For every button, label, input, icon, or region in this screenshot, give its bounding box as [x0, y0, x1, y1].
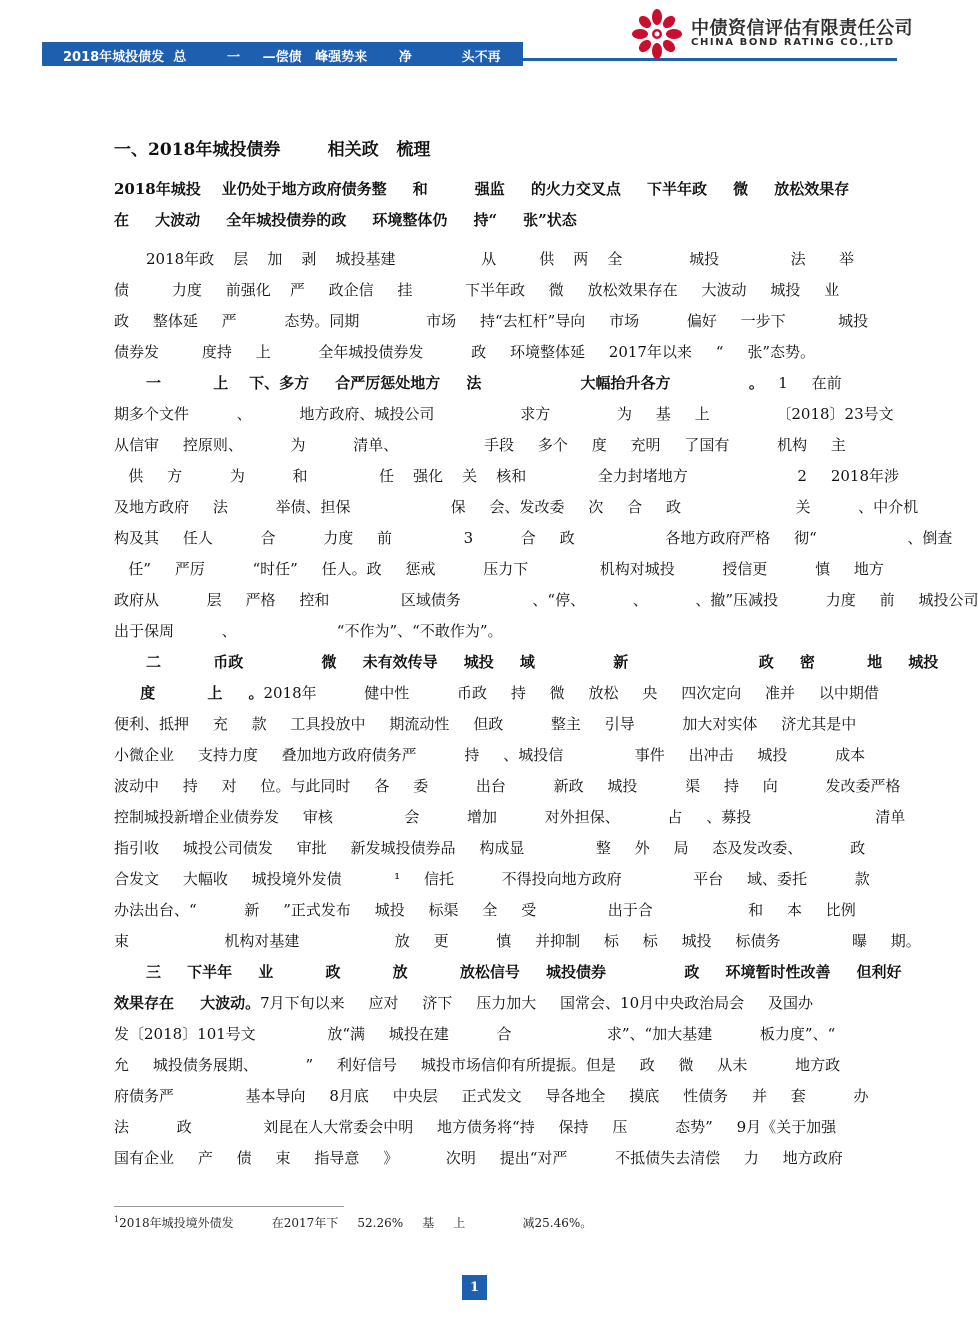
header-rule	[523, 58, 897, 61]
point-lead: 二 币政 微 未有效传导 城投 域 新 政 密 地 城投	[146, 653, 939, 671]
section-title: 一、2018年城投债券 相关政 梳理	[114, 140, 431, 160]
paragraph-text: 1 在前	[763, 374, 842, 392]
paragraph-line: 政 整体延 严 态势。同期 市场 持“去杠杆”导向 市场 偏好 一步下 城投	[114, 312, 869, 330]
paragraph-line: 小微企业 支持力度 叠加地方政府债务严 持 、城投信 事件 出冲击 城投 成本	[114, 746, 866, 764]
company-name-cn: 中债资信评估有限责任公司	[691, 18, 913, 39]
document-body	[114, 135, 978, 1174]
paragraph-line: 发〔2018〕101号文 放“满 城投在建 合 求”、“加大基建 板力度”、“	[114, 1025, 836, 1043]
company-name-en: CHINA BOND RATING CO.,LTD	[691, 37, 895, 48]
paragraph-line	[114, 678, 879, 709]
paragraph-line: 合发文 大幅收 城投境外发债 ¹ 信托 不得投向地方政府 平台 域、委托 款	[114, 870, 870, 888]
summary-line: 在 大波动 全年城投债券的政 环境整体仍 持“ 张”状态	[114, 211, 577, 229]
point-lead: 三 下半年 业 政 放 放松信号 城投债券 政 环境暂时性改善 但利好	[146, 963, 902, 981]
footnote-divider	[114, 1206, 344, 1207]
paragraph-line: 政府从 层 严格 控和 区域债务 、“停、 、 、撤”压减投 力度 前 城投公司	[114, 591, 978, 609]
footnote-marker: 1	[114, 1215, 120, 1224]
paragraph-line: 2018年政 层 加 剥 城投基建 从 供 两 全 城投 法 举	[146, 250, 854, 268]
section-summary	[114, 174, 850, 236]
paragraph-line: 任” 严厉 “时任” 任人。政 惩戒 压力下 机构对城投 授信更 慎 地方	[114, 560, 884, 578]
paragraph-line: 指引收 城投公司债发 审批 新发城投债券品 构成显 整 外 局 态及发改委、 政	[114, 839, 866, 857]
paragraph-point-2	[114, 647, 939, 957]
paragraph-line: 控制城投新增企业债券发 审核 会 增加 对外担保、 占 、募投 清单	[114, 808, 906, 826]
paragraph-line: 出于保周 、 “不作为”、“不敢作为”。	[114, 622, 503, 640]
paragraph-point-3	[114, 957, 902, 1174]
header-title: 2018年城投债发 总 一 —偿债 峰强势来 净 头不再	[63, 50, 501, 65]
paragraph-line: 府债务严 基本导向 8月底 中央层 正式发文 导各地全 摸底 性债务 并 套 办	[114, 1087, 869, 1105]
paragraph-line: 供 方 为 和 任 强化 关 核和 全力封堵地方 2 2018年涉	[114, 467, 899, 485]
paragraph-text: 2018年 健中性 币政 持 微 放松 央 四次定向 准并 以中期借	[263, 684, 879, 702]
paragraph-line: 从信审 控原则、 为 清单、 手段 多个 度 充明 了国有 机构 主	[114, 436, 846, 454]
paragraph-line: 期多个文件 、 地方政府、城投公司 求方 为 基 上 〔2018〕23号文	[114, 405, 894, 423]
paragraph-line: 债券发 度持 上 全年城投债券发 政 环境整体延 2017年以来 “ 张”态势。	[114, 343, 815, 361]
paragraph-line: 及地方政府 法 举债、担保 保 会、发改委 次 合 政 关 、中介机	[114, 498, 919, 516]
point-lead: 一 上 下、多方 合严厉惩处地方 法 大幅抬升各方 。	[146, 374, 764, 392]
paragraph-line	[114, 368, 842, 399]
paragraph-line: 办法出台、“ 新 ”正式发布 城投 标渠 全 受 出于合 和 本 比例	[114, 901, 856, 919]
paragraph-line: 允 城投债务展期、 ” 利好信号 城投市场信仰有所提振。但是 政 微 从未 地方政	[114, 1056, 841, 1074]
page-number: 1	[462, 1275, 487, 1300]
paragraph-line	[114, 988, 834, 1019]
paragraph-line	[114, 647, 939, 678]
footnote-text: 2018年城投境外债发 在2017年下 52.26% 基 上 减25.46%。	[119, 1216, 593, 1230]
paragraph-line: 波动中 持 对 位。与此同时 各 委 出台 新政 城投 渠 持 向 发改委严格	[114, 777, 901, 795]
company-logo-icon	[627, 8, 687, 60]
paragraph-line	[114, 957, 902, 988]
header-band	[42, 42, 523, 66]
point-lead: 效果存在 大波动。	[114, 994, 261, 1012]
paragraph-intro	[114, 244, 869, 368]
footnote	[114, 1214, 592, 1231]
paragraph-line: 构及其 任人 合 力度 前 3 合 政 各地方政府严格 彻“ 、倒查	[114, 529, 953, 547]
paragraph-line: 便利、抵押 充 款 工具投放中 期流动性 但政 整主 引导 加大对实体 济尤其是中	[114, 715, 857, 733]
paragraph-text: 7月下旬以来 应对 济下 压力加大 国常会、10月中央政治局会 及国办	[260, 994, 813, 1012]
paragraph-line: 束 机构对基建 放 更 慎 并抑制 标 标 城投 标债务 曝 期。	[114, 932, 921, 950]
paragraph-point-1	[114, 368, 978, 647]
summary-line: 2018年城投 业仍处于地方政府债务整 和 强监 的火力交叉点 下半年政 微 放松效果存	[114, 180, 850, 198]
paragraph-line: 债 力度 前强化 严 政企信 挂 下半年政 微 放松效果存在 大波动 城投 业	[114, 281, 840, 299]
page-header	[0, 0, 950, 70]
paragraph-line: 国有企业 产 债 束 指导意 》 次明 提出“对严 不抵债失去清偿 力 地方政府	[114, 1149, 843, 1167]
paragraph-line: 法 政 刘昆在人大常委会中明 地方债务将“持 保持 压 态势” 9月《关于加强	[114, 1118, 837, 1136]
point-lead: 度 上 。	[114, 684, 264, 702]
